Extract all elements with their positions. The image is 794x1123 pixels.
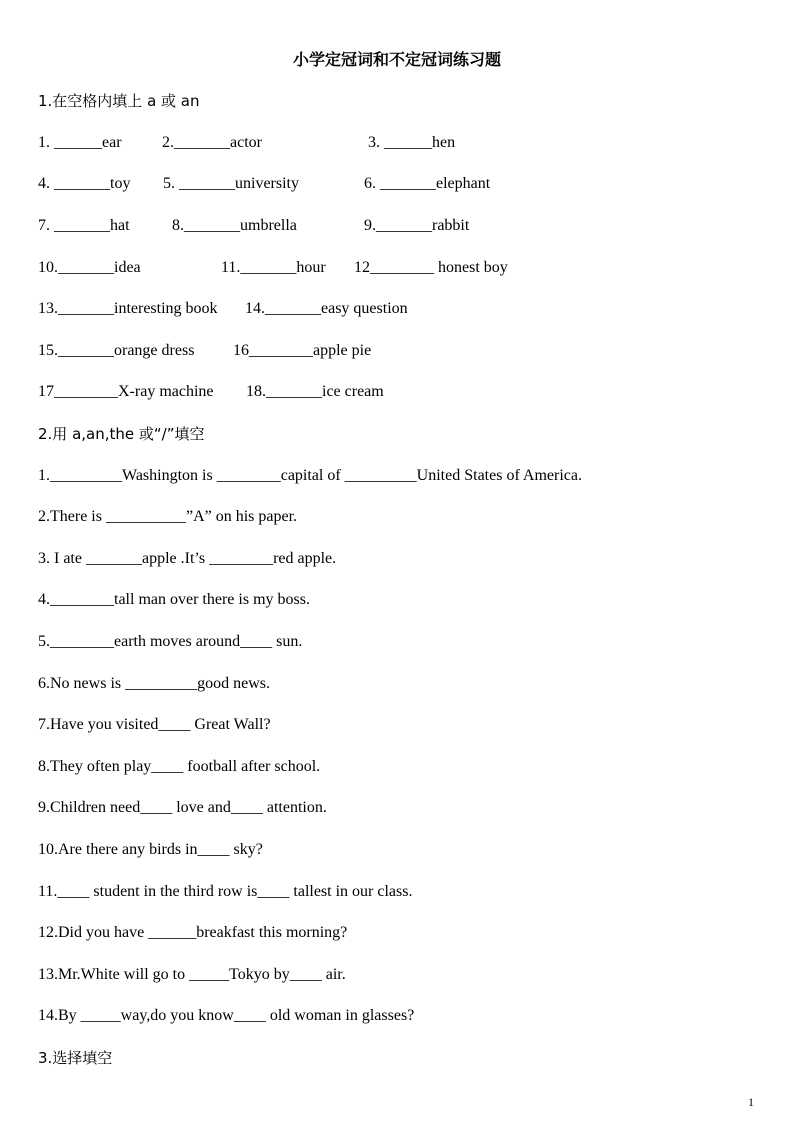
exercise-sentence: 7.Have you visited____ Great Wall? bbox=[38, 716, 271, 733]
exercise-item: 2._______actor bbox=[162, 134, 262, 151]
exercise-sentence: 8.They often play____ football after school. bbox=[38, 758, 321, 775]
exercise-item: 17________X-ray machine bbox=[38, 383, 214, 400]
exercise-item: 4. _______toy bbox=[38, 175, 131, 192]
exercise-sentence: 4.________tall man over there is my boss. bbox=[38, 591, 310, 608]
section-3-heading: 3.选择填空 bbox=[38, 1049, 113, 1067]
exercise-item: 5. _______university bbox=[163, 175, 299, 192]
exercise-item: 12________ honest boy bbox=[354, 259, 508, 276]
exercise-item: 9._______rabbit bbox=[364, 217, 470, 234]
exercise-item: 15._______orange dress bbox=[38, 342, 195, 359]
exercise-sentence: 3. I ate _______apple .It’s ________red apple. bbox=[38, 550, 337, 567]
exercise-sentence: 2.There is __________”A” on his paper. bbox=[38, 508, 298, 525]
exercise-item: 7. _______hat bbox=[38, 217, 130, 234]
exercise-sentence: 12.Did you have ______breakfast this morning? bbox=[38, 924, 348, 941]
exercise-item: 16________apple pie bbox=[233, 342, 372, 359]
exercise-sentence: 5.________earth moves around____ sun. bbox=[38, 633, 303, 650]
exercise-item: 10._______idea bbox=[38, 259, 141, 276]
exercise-item: 1. ______ear bbox=[38, 134, 122, 151]
exercise-sentence: 11.____ student in the third row is____ tallest in our class. bbox=[38, 883, 413, 900]
section-2-heading: 2.用 a,an,the 或“/”填空 bbox=[38, 425, 205, 443]
exercise-sentence: 9.Children need____ love and____ attention. bbox=[38, 799, 327, 816]
exercise-sentence: 14.By _____way,do you know____ old woman in glasses? bbox=[38, 1007, 415, 1024]
exercise-item: 18._______ice cream bbox=[246, 383, 384, 400]
exercise-item: 14._______easy question bbox=[245, 300, 408, 317]
exercise-sentence: 6.No news is _________good news. bbox=[38, 675, 270, 692]
exercise-item: 13._______interesting book bbox=[38, 300, 218, 317]
page-title: 小学定冠词和不定冠词练习题 bbox=[292, 50, 501, 69]
exercise-item: 11._______hour bbox=[221, 259, 326, 276]
exercise-sentence: 13.Mr.White will go to _____Tokyo by____ air. bbox=[38, 966, 346, 983]
section-1-heading: 1.在空格内填上 a 或 an bbox=[38, 92, 200, 110]
exercise-item: 8._______umbrella bbox=[172, 217, 297, 234]
exercise-item: 6. _______elephant bbox=[364, 175, 491, 192]
exercise-item: 3. ______hen bbox=[368, 134, 456, 151]
exercise-sentence: 1._________Washington is ________capital of _________United States of America. bbox=[38, 467, 582, 484]
page-number: 1 bbox=[748, 1095, 754, 1109]
exercise-sentence: 10.Are there any birds in____ sky? bbox=[38, 841, 263, 858]
